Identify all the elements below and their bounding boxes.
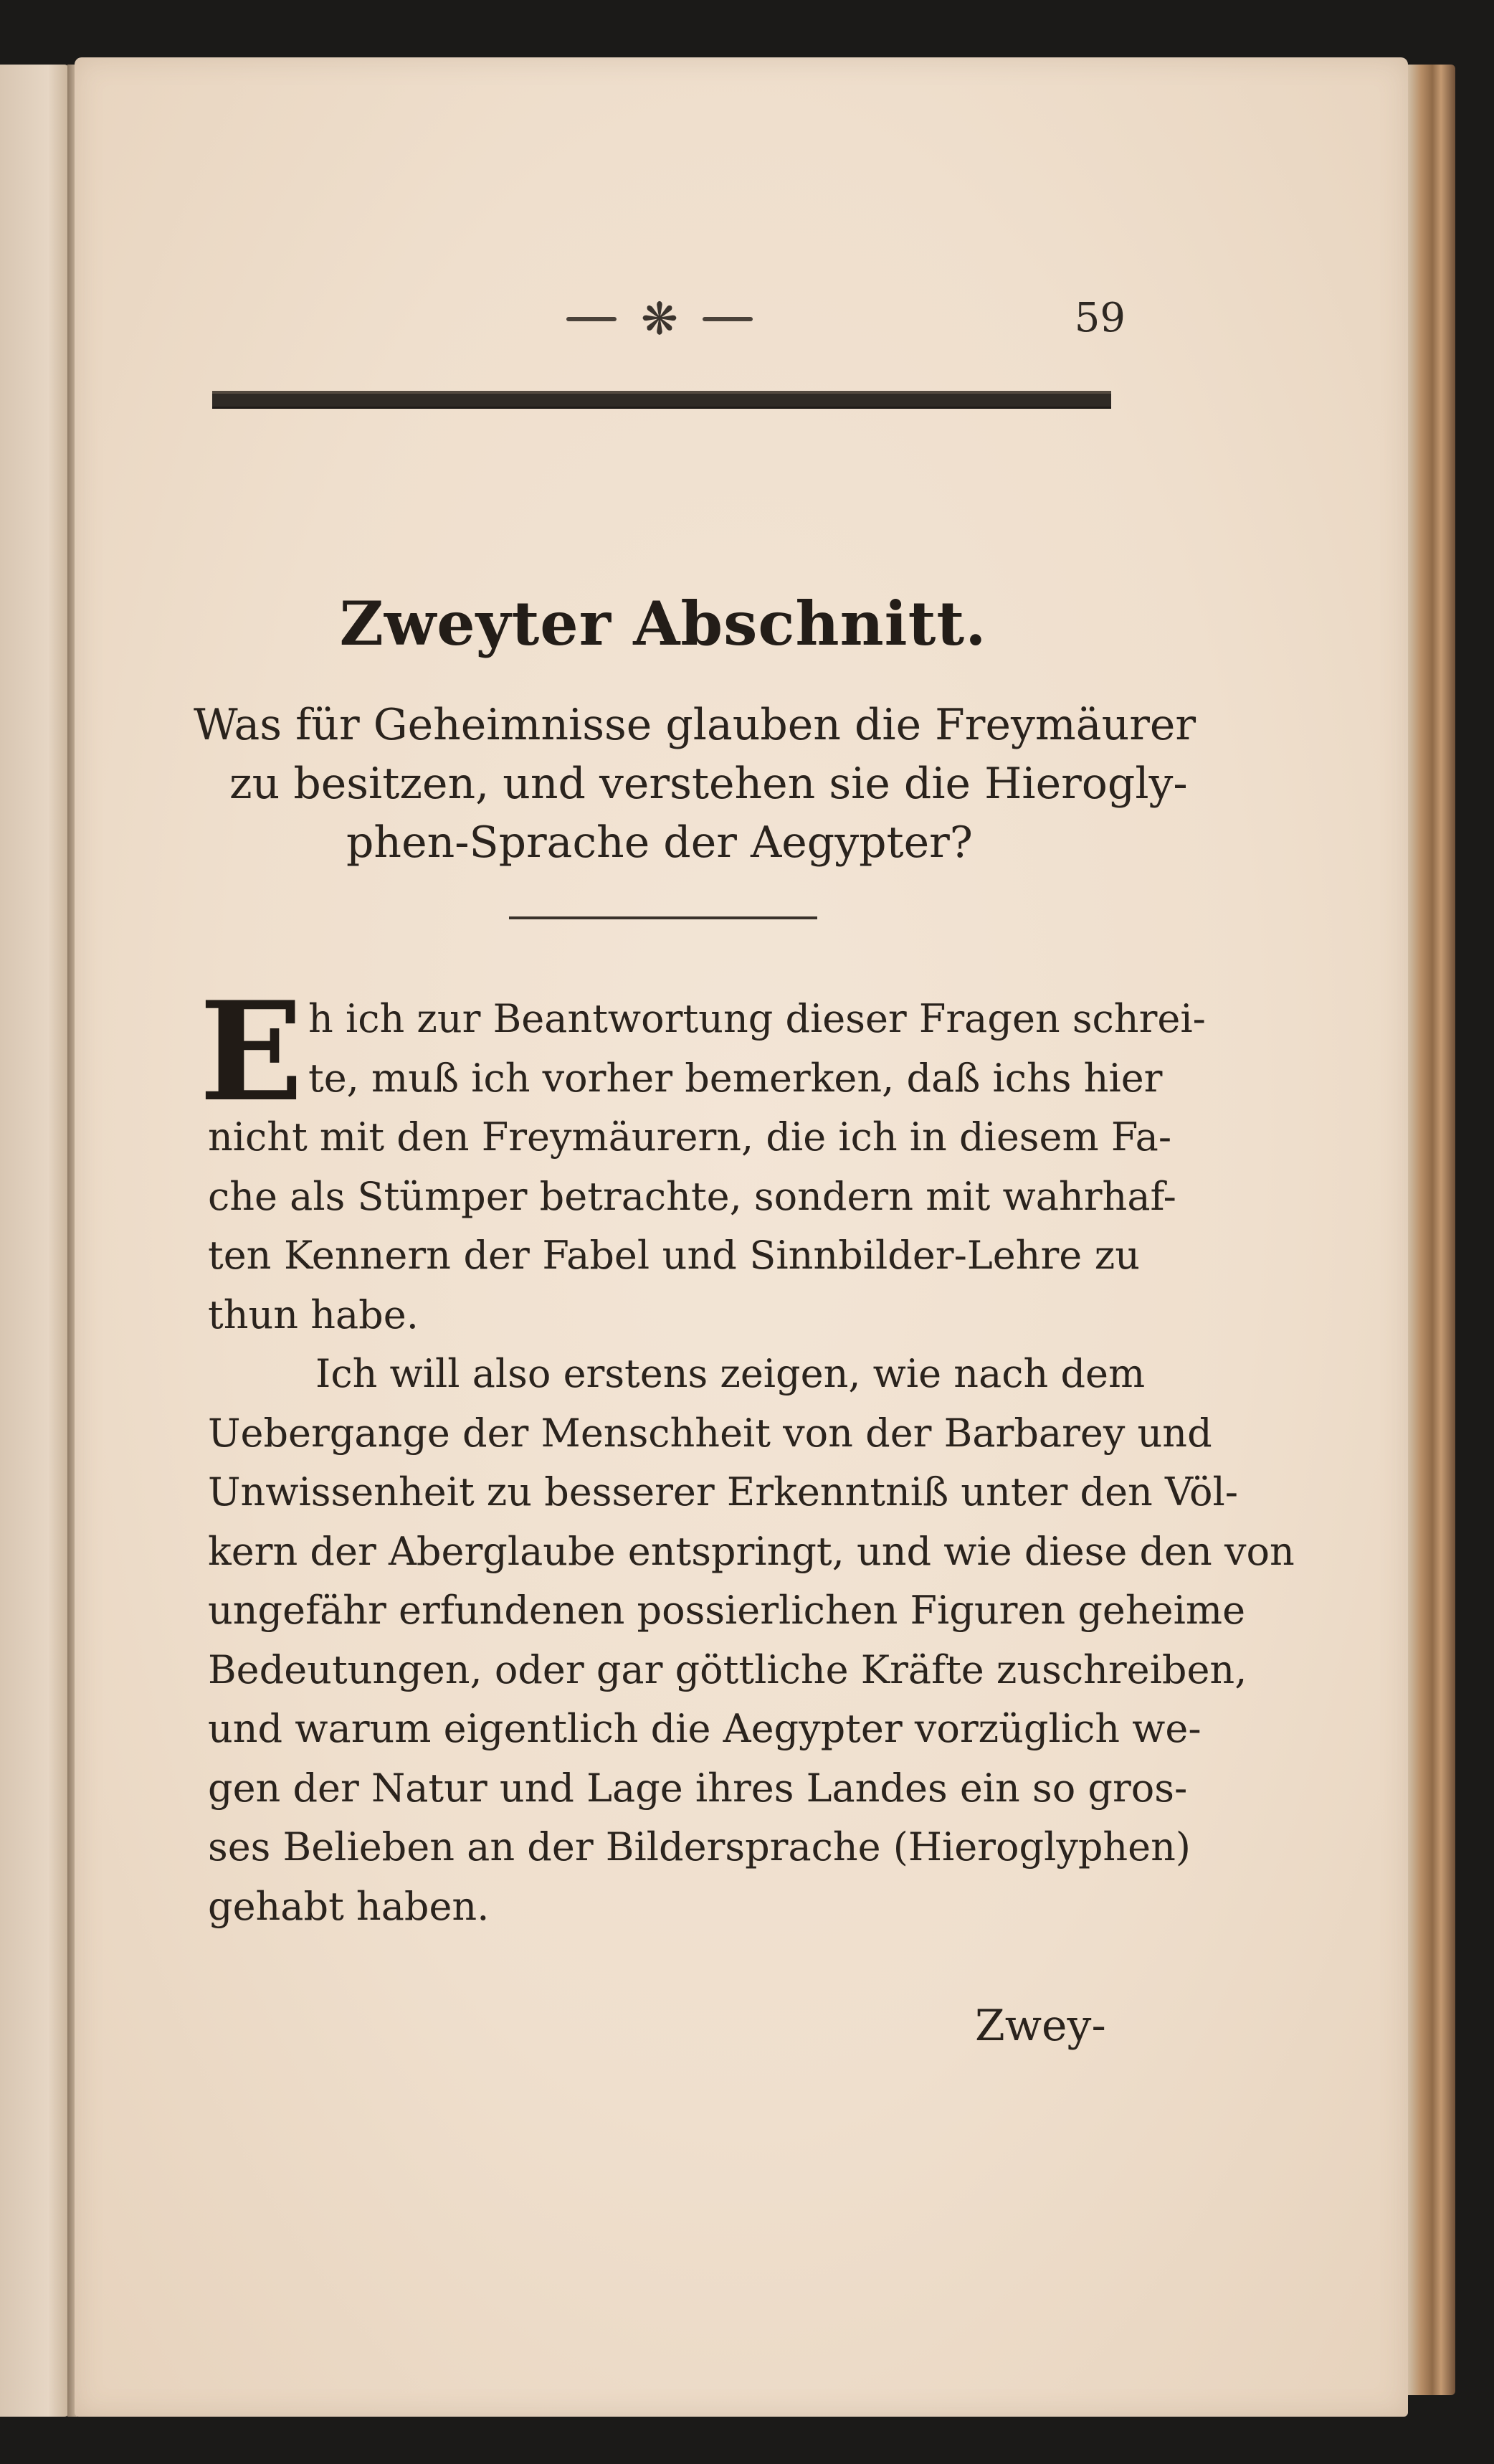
text-line: Ich will also erstens zeigen, wie nach dem	[315, 1351, 1146, 1396]
text-line: gen der Natur und Lage ihres Landes ein so gros-	[208, 1765, 1188, 1811]
text-line: nicht mit den Freymäurern, die ich in diesem Fa-	[208, 1114, 1172, 1160]
text-line: und warum eigentlich die Aegypter vorzüglich we-	[208, 1706, 1202, 1751]
page-header	[516, 290, 1126, 348]
question-line: zu besitzen, und verstehen sie die Hierogly-	[229, 759, 1188, 809]
section-divider	[509, 916, 817, 919]
drop-cap: E	[199, 972, 303, 1132]
text-line: Bedeutungen, oder gar göttliche Kräfte zuschreiben,	[208, 1646, 1247, 1692]
page-number: 59	[1074, 295, 1126, 341]
ornament-dash-right	[703, 317, 753, 321]
question-line: phen-Sprache der Aegypter?	[346, 818, 973, 868]
text-line: thun habe.	[208, 1292, 419, 1337]
header-ornament	[530, 290, 789, 348]
text-line: Unwissenheit zu besserer Erkenntniß unter den Völ-	[208, 1469, 1239, 1515]
header-rule	[212, 391, 1111, 409]
body-text	[199, 972, 1295, 1936]
text-line: h ich zur Beantwortung dieser Fragen schrei-	[308, 996, 1206, 1041]
text-line: te, muß ich vorher bemerken, daß ichs hier	[308, 1055, 1163, 1101]
text-line: ungefähr erfundenen possierlichen Figuren geheime	[208, 1588, 1246, 1633]
text-line: gehabt haben.	[208, 1883, 490, 1929]
text-line: che als Stümper betrachte, sondern mit wahrhaf-	[208, 1173, 1176, 1219]
question-line: Was für Geheimnisse glauben die Freymäurer	[194, 700, 1196, 750]
left-page-edge	[0, 65, 69, 2417]
text-line: ses Belieben an der Bildersprache (Hieroglyphen)	[208, 1824, 1191, 1870]
text-line: kern der Aberglaube entspringt, und wie diese den von	[208, 1528, 1295, 1574]
asterisk-ornament-icon: ❋	[641, 293, 678, 345]
text-line: ten Kennern der Fabel und Sinnbilder-Lehre zu	[208, 1233, 1140, 1278]
section-title: Zweyter Abschnitt.	[339, 588, 987, 659]
text-line: Uebergange der Menschheit von der Barbarey und	[208, 1410, 1212, 1456]
ornament-dash-left	[566, 317, 617, 321]
catchword: Zwey-	[975, 2001, 1106, 2051]
section-question	[186, 696, 1196, 872]
